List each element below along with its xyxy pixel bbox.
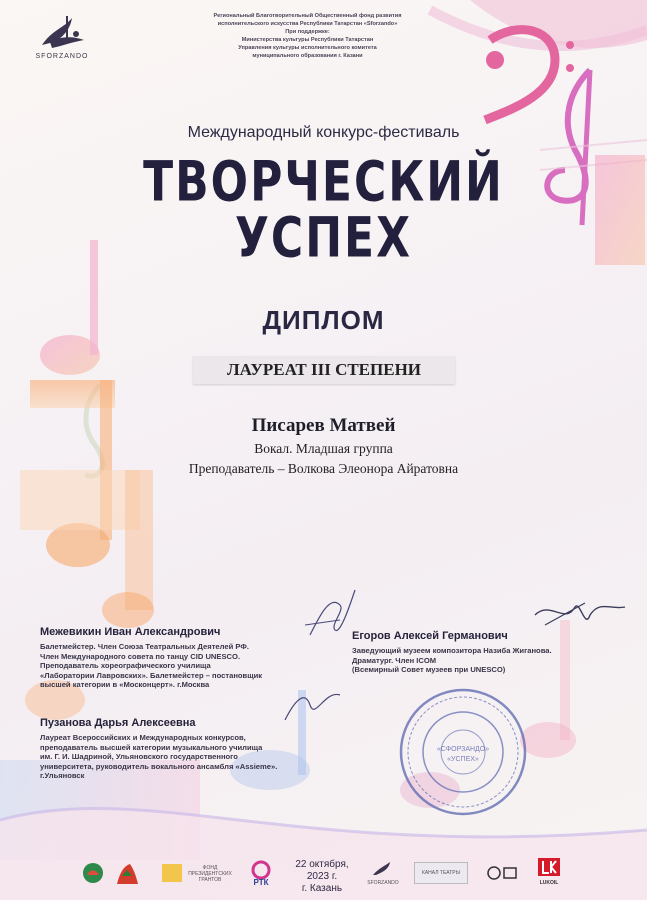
tatarstan-emblem-icon: [82, 861, 104, 885]
signature-egorov: [530, 595, 630, 635]
jury-name: Пузанова Дарья Алексеевна: [40, 717, 196, 729]
partner-logo-icon: [484, 861, 520, 885]
sforzando-small-logo-icon: [370, 860, 396, 878]
jury-desc-line: им. Г. И. Шадриной, Ульяновского государственного: [40, 752, 238, 761]
event-date: [282, 859, 362, 895]
theatre-channel-logo: [414, 862, 468, 884]
date-line: г. Казань: [301, 883, 343, 894]
kazan-emblem-icon: [114, 860, 140, 886]
header-line: Региональный Благотворительный Общественный фонд развития: [213, 13, 402, 19]
jury-description: [352, 646, 552, 675]
date-line: 2023 г.: [306, 871, 338, 882]
rtk-logo-icon: [246, 860, 276, 886]
jury-desc-line: г.Ульяновск: [40, 771, 85, 780]
jury-name: Егоров Алексей Германович: [352, 630, 508, 642]
jury-description: [40, 642, 262, 690]
jury-desc-line: высшей категории в «Москонцерт». г.Москва: [40, 680, 210, 689]
logo-text: SFORZANDO: [35, 53, 89, 60]
jury-desc-line: Драматург. Член ICOM: [352, 655, 437, 665]
award-title: ЛАУРЕАТ III СТЕПЕНИ: [226, 360, 422, 379]
jury-name: Межевикин Иван Александрович: [40, 626, 221, 638]
jury-description: [40, 733, 277, 781]
header-line: муниципального образования г. Казани: [252, 53, 363, 59]
stamp-text-1: «СФОРЗАНДО»: [436, 746, 490, 753]
jury-desc-line: университета, руководитель вокального ансамбля «Assieme».: [40, 761, 278, 771]
theatre-logo-text: КАНАЛ ТЕАТРЫ: [421, 870, 461, 876]
organization-stamp-icon: [398, 687, 528, 817]
grants-logo-text: ФОНД ПРЕЗИДЕНТСКИХ ГРАНТОВ: [188, 865, 232, 883]
signature-puzanova: [280, 680, 350, 730]
jury-desc-line: преподаватель высшей категории музыкального училища: [40, 742, 263, 752]
jury-desc-line: Лауреат Всероссийских и Международных конкурсов,: [40, 733, 246, 742]
grants-logo-icon: [162, 864, 182, 882]
lukoil-logo-text: LUKOIL: [539, 880, 559, 886]
jury-desc-line: «Лаборатории Лавровских». Балетмейстер – постановщик: [40, 670, 263, 680]
category-text: Вокал. Младшая группа: [254, 441, 393, 456]
contest-subtitle: Международный конкурс-фестиваль: [187, 124, 460, 141]
jury-desc-line: Балетмейстер. Член Союза Театральных Деятелей РФ.: [40, 642, 249, 651]
header-line: Управления культуры исполнительного комитета: [238, 45, 377, 51]
jury-desc-line: Преподаватель хореографического училища: [40, 661, 211, 670]
header-line: исполнительского искусства Республики Татарстан «Sforzando»: [217, 21, 398, 27]
jury-desc-line: Заведующий музеем композитора Назиба Жиганова.: [352, 646, 552, 655]
header-line: Министерства культуры Республики Татарстан: [241, 37, 374, 43]
header-organization-text: [190, 12, 425, 60]
contest-title-line2: УСПЕХ: [234, 206, 413, 271]
sforzando-small-logo-text: SFORZANDO: [367, 880, 399, 886]
date-line: 22 октября,: [295, 859, 349, 870]
rtk-logo-text: РТК: [253, 878, 269, 886]
jury-desc-line: Член Международного совета по танцу CID UNESCO.: [40, 651, 241, 661]
contest-title-line1: ТВОРЧЕСКИЙ: [143, 150, 504, 215]
jury-desc-line: (Всемирный Совет музеев при UNESCO): [352, 665, 506, 674]
teacher-text: Преподаватель – Волкова Элеонора Айратовна: [188, 461, 459, 476]
header-line: При поддержке:: [285, 29, 330, 35]
signature-mezhevikin: [300, 585, 360, 645]
recipient-name: Писарев Матвей: [251, 415, 396, 436]
diploma-heading: ДИПЛОМ: [262, 305, 385, 335]
lukoil-logo-icon: [534, 858, 564, 882]
stamp-text-2: «УСПЕХ»: [447, 756, 479, 763]
